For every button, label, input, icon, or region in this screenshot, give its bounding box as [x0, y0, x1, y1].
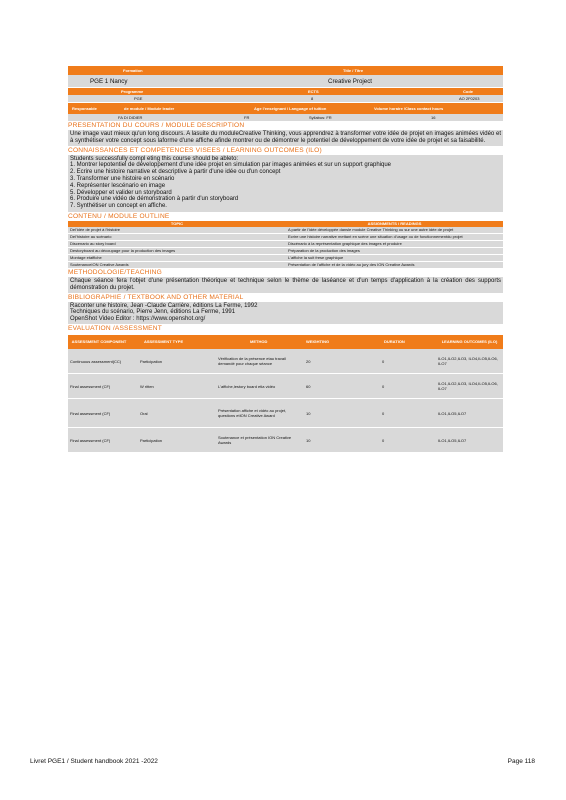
- duration-cell: 0: [382, 383, 385, 389]
- outcome-item: 3. Transformer une histoire en scénario: [70, 175, 175, 182]
- duration-cell: 0: [382, 358, 385, 364]
- presentation-text: Une image vaut mieux qu'un long discours. A lasuite du moduleCreative Thinking, vous apprendrez à transformer votre idée de projet en images animées vidéo et à synthétiser votre concept sous laforme d'une affiche afinde montrer ou de démontrer le potentiel de développement de votre idée de projet et sa faisabilité.: [70, 131, 501, 144]
- responsable-label: Responsable: [72, 106, 97, 111]
- code-label: Code: [463, 89, 473, 94]
- methodologie-text: Chaque séance fera l'objet d'une présentation théorique et technique selon le thème de laséance et d'un temps d'application à la création des supports démonstration du projet.: [70, 277, 501, 291]
- presentation-heading: PRESENTATION DU COURS / MODULE DESCRIPTION: [68, 122, 245, 129]
- competences-heading: CONNAISSANCES ET COMPETENCES VISEES / LEARNING OUTCOMES (ILO): [68, 146, 322, 154]
- code-value: AO 2F0203: [459, 96, 480, 101]
- method-header: METHOD: [250, 339, 268, 345]
- ilo-cell: ILO1,ILO5,ILO7: [438, 410, 467, 416]
- syllabus-page: [68, 66, 503, 452]
- formation-value: PGE 1 Nancy: [90, 77, 128, 85]
- formation-label: Formation: [123, 68, 143, 73]
- table-row: [68, 349, 503, 374]
- table-row: [68, 374, 503, 399]
- ilo-header: LEARNING OUTCOMES (ILO): [441, 339, 498, 345]
- reference-item: Techniques du scénario, Pierre Jenn, éditions La Ferme, 1991: [70, 309, 236, 316]
- method-cell: Vérification de la présence etau travail demandé pour chaque séance: [218, 356, 286, 367]
- weighting-cell: 10: [306, 410, 311, 416]
- table-row: [68, 399, 503, 428]
- table-row: [68, 254, 503, 261]
- language-value: FR: [244, 115, 250, 120]
- ilo-cell: ILO1,ILO2,ILO3, ILO4,ILO5,ILO6, ILO7: [438, 356, 498, 367]
- type-cell: Participation: [140, 437, 163, 443]
- assessment-table: [68, 335, 503, 452]
- ects-value: 8: [311, 96, 314, 101]
- table-row: [68, 240, 503, 247]
- outcome-item: 6. Produire une vidéo de démonstration à partir d'un storyboard: [70, 196, 239, 203]
- weighting-cell: 60: [306, 383, 311, 389]
- outcome-item: 5. Développer et valider un storyboard: [70, 189, 172, 196]
- table-row: [68, 428, 503, 452]
- component-cell: Final assessment (CF): [70, 410, 111, 416]
- topic-cell: Del'idée de projet à l'histoire: [70, 227, 120, 233]
- competences-block: [68, 155, 503, 212]
- assignment-cell: Préparation de la production des images: [288, 248, 360, 254]
- topic-cell: Montage etaffiche: [70, 255, 102, 261]
- table-row: [68, 261, 503, 268]
- component-cell: Final assessment (CF): [70, 437, 111, 443]
- assignment-cell: Ecrire une histoire narrative mettant en scène une situation d'usage ou de fonctionnementdu projet: [288, 234, 463, 240]
- topic-cell: Del'histoire au scénario: [70, 234, 112, 240]
- outcome-item: 7. Synthétiser un concept en affiche.: [70, 203, 167, 210]
- evaluation-heading: EVALUATION /ASSESSMENT: [68, 324, 162, 332]
- programme-value: PGE: [134, 96, 143, 101]
- assignment-cell: L'affiche la suit frese graphique: [288, 255, 344, 261]
- programme-values-row: [68, 95, 503, 102]
- header-labels-row: [68, 66, 503, 75]
- responsable-labels-row: [68, 103, 503, 114]
- topic-header: TOPIC: [170, 221, 184, 227]
- ects-label: ECTS: [308, 89, 319, 94]
- outcome-item: 1. Montrer lepotentiel de développement d'une idée projet en simulation par images animées et sur un support graphique: [70, 162, 392, 169]
- topic-cell: Discenario au story board: [70, 241, 116, 247]
- module-leader-label: de module / Module leader: [124, 106, 175, 111]
- programme-labels-row: [68, 88, 503, 95]
- language-label: Age l'enseignant / Language of tuition: [254, 106, 327, 111]
- hours-label: Volume horaire /Class contact hours: [374, 106, 444, 111]
- title-value: Creative Project: [328, 77, 373, 85]
- methodologie-heading: METHODOLOGIE/TEACHING: [68, 268, 162, 276]
- method-cell: L'affiche,lestory board etla vidéo: [218, 383, 276, 389]
- page-number: Page 118: [507, 758, 535, 765]
- bibliographie-heading: BIBLIOGRAPHIE / TEXTBOOK AND OTHER MATERIAL: [68, 293, 244, 301]
- ilo-cell: ILO1,ILO2,ILO3, ILO4,ILO5,ILO6, ILO7: [438, 381, 498, 392]
- title-label: Title / Titre: [343, 68, 364, 73]
- assignment-cell: Présentation de l'affiche et de la vidéo au jury des ION Creative Awards: [288, 262, 415, 268]
- bibliographie-block: [68, 302, 503, 324]
- ilo-cell: ILO1,ILO5,ILO7: [438, 437, 467, 443]
- topic-cell: SoutenanceION Creative Awards: [70, 262, 129, 268]
- assignment-cell: A partir de l'idée développée dansle module Creative Thinking ou sur une autre idée de projet: [288, 227, 454, 233]
- component-header: ASSESSMENT COMPONENT: [71, 339, 127, 345]
- topic-cell: Destoryboard au découpage pour la production des images: [70, 248, 176, 254]
- type-cell: W ritten: [140, 383, 154, 389]
- reference-item: OpenShot Video Editor : https://www.openshot.org/: [70, 316, 206, 323]
- table-row: [68, 233, 503, 240]
- component-cell: Final assessment (CF): [70, 383, 111, 389]
- type-cell: Oral: [140, 410, 148, 416]
- assignment-cell: Discénario à la représentation graphique des images et produire: [288, 241, 402, 247]
- hours-value: 16: [431, 115, 436, 120]
- contenu-heading: CONTENU / MODULE OUTLINE: [68, 212, 170, 220]
- weighting-header: WEIGHTING: [306, 339, 330, 345]
- component-cell: Continuous assessment(CC): [70, 358, 122, 364]
- outcome-item: 2. Ecrire une histoire narrative et descriptive à partir d'une idée ou d'un concept: [70, 169, 281, 176]
- programme-label: Programme: [121, 89, 144, 94]
- header-values-row: [68, 75, 503, 87]
- duration-cell: 0: [382, 410, 385, 416]
- method-cell: Présentation affiche et vidéo au projet, questions etION Creative Award: [218, 408, 287, 419]
- duration-cell: 0: [382, 437, 385, 443]
- responsable-values-row: [68, 114, 503, 121]
- responsable-value: FA DI DIDIER: [118, 115, 143, 120]
- outline-table: [68, 221, 503, 268]
- type-cell: Participation: [140, 358, 163, 364]
- page-footer: [30, 758, 535, 765]
- duration-header: DURATION: [384, 339, 405, 345]
- reference-item: Raconter une histoire, Jean -Claude Carrière, éditions La Ferme, 1992: [70, 302, 258, 309]
- method-cell: Soutenance et présentation ION Creative Awards: [218, 435, 292, 446]
- weighting-cell: 20: [306, 358, 311, 364]
- assignments-header: ASSIGNMENTS / READINGS: [367, 221, 422, 227]
- type-header: ASSESSMENT TYPE: [144, 339, 184, 345]
- footer-handbook-label: Livret PGE1 / Student handbook 2021 -2022: [30, 758, 158, 765]
- weighting-cell: 10: [306, 437, 311, 443]
- outcome-item: 4. Représenter lescénario en image: [70, 182, 166, 189]
- competences-intro: Students successfully compl eting this course should be ableto:: [70, 155, 239, 162]
- syllabus-value: Syllabus: FR: [309, 115, 332, 120]
- table-row: [68, 247, 503, 254]
